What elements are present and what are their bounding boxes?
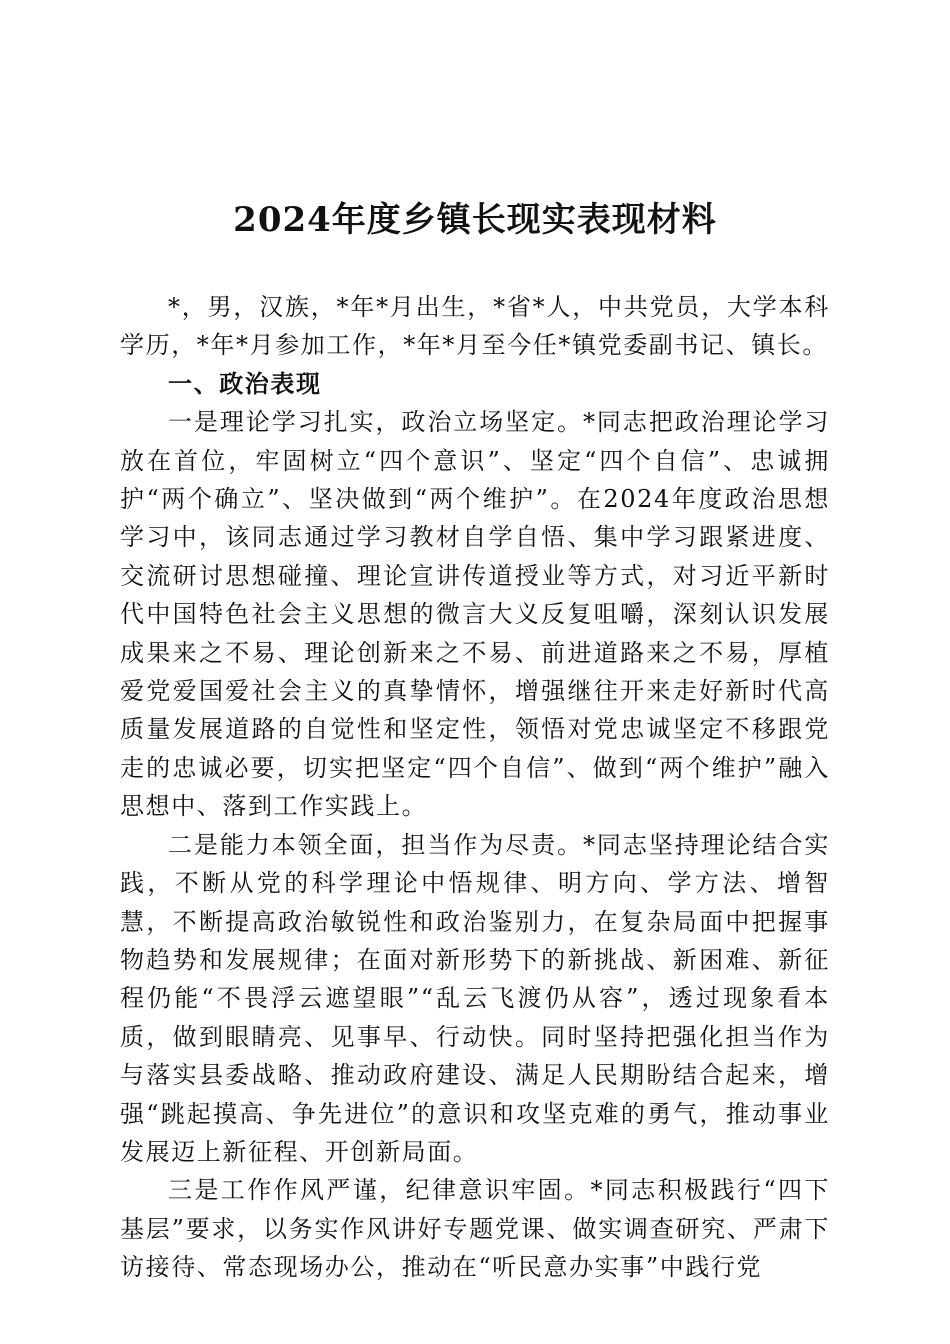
section-heading-political: 一、政治表现 xyxy=(168,368,322,398)
document-title: 2024年度乡镇长现实表现材料 xyxy=(233,200,717,240)
paragraph-ability: 二是能力本领全面，担当作为尽责。*同志坚持理论结合实践，不断从党的科学理论中悟规律、明方向、学方法、增智慧，不断提高政治敏锐性和政治鉴别力，在复杂局面中把握事物趋势和发展规律；在面对新形势下的新挑战、新困难、新征程仍能“不畏浮云遮望眼”“乱云飞渡仍从容”，透过现象看本质，做到眼睛亮、见事早、行动快。同时坚持把强化担当作为与落实县委战略、推动政府建设、满足人民期盼结合起来，增强“跳起摸高、争先进位”的意识和攻坚克难的勇气，推动事业发展迈上新征程、开创新局面。 xyxy=(120,830,830,1166)
paragraph-theory-study: 一是理论学习扎实，政治立场坚定。*同志把政治理论学习放在首位，牢固树立“四个意识”、坚定“四个自信”、忠诚拥护“两个确立”、坚决做到“两个维护”。在2024年度政治思想学习中，该同志通过学习教材自学自悟、集中学习跟紧进度、交流研讨思想碰撞、理论宣讲传道授业等方式，对习近平新时代中国特色社会主义思想的微言大义反复咀嚼，深刻认识发展成果来之不易、理论创新来之不易、前进道路来之不易，厚植爱党爱国爱社会主义的真挚情怀，增强继往开来走好新时代高质量发展道路的自觉性和坚定性，领悟对党忠诚坚定不移跟党走的忠诚必要，切实把坚定“四个自信”、做到“两个维护”融入思想中、落到工作实践上。 xyxy=(120,408,830,821)
document-body xyxy=(120,288,830,1287)
intro-paragraph: *，男，汉族，*年*月出生，*省*人，中共党员，大学本科学历，*年*月参加工作，*年*月至今任*镇党委副书记、镇长。 xyxy=(120,293,830,360)
paragraph-work-style: 三是工作作风严谨，纪律意识牢固。*同志积极践行“四下基层”要求，以务实作风讲好专题党课、做实调查研究、严肃下访接待、常态现场办公，推动在“听民意办实事”中践行党 xyxy=(120,1176,830,1282)
